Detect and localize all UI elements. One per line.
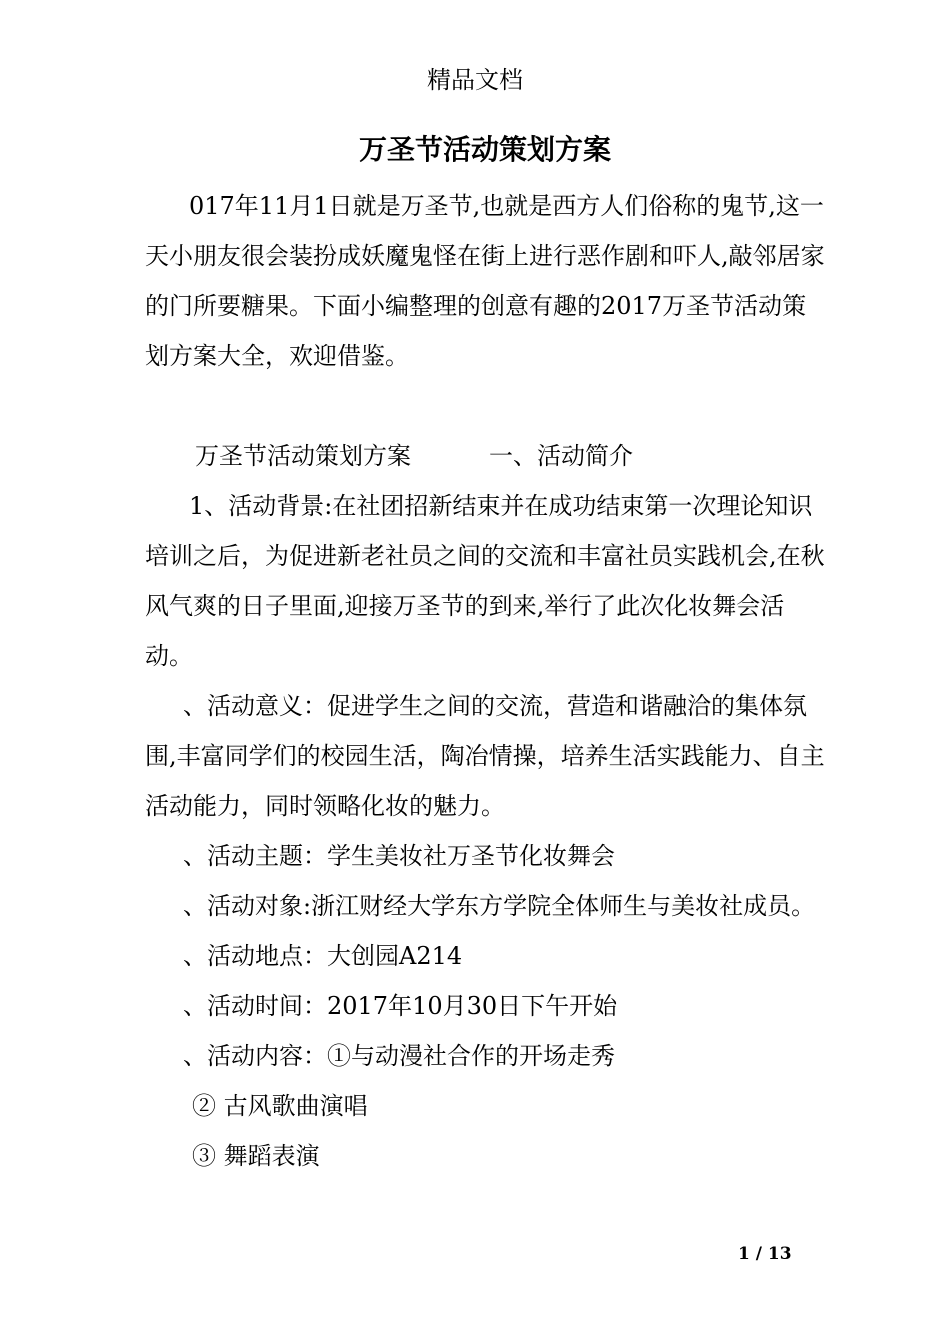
page-header: 精品文档 bbox=[427, 66, 523, 94]
activity-audience: 、活动对象:浙江财经大学东方学院全体师生与美妆社成员。 bbox=[183, 892, 816, 920]
content-item-2: ② 古风歌曲演唱 bbox=[192, 1092, 368, 1120]
page-number: 1 / 13 bbox=[738, 1244, 792, 1264]
section-heading-right: 一、活动简介 bbox=[489, 442, 633, 470]
activity-time: 、活动时间：2017年10月30日下午开始 bbox=[183, 992, 618, 1020]
content-item-3: ③ 舞蹈表演 bbox=[192, 1142, 320, 1170]
activity-significance: 、活动意义：促进学生之间的交流，营造和谐融洽的集体氛围,丰富同学们的校园生活，陶冶情操，培养生活实践能力、自主活动能力，同时领略化妆的魅力。 bbox=[145, 692, 825, 820]
activity-location: 、活动地点：大创园A214 bbox=[183, 942, 463, 970]
document-title: 万圣节活动策划方案 bbox=[358, 133, 611, 166]
document-body bbox=[145, 181, 825, 1181]
activity-content: 、活动内容：①与动漫社合作的开场走秀 bbox=[183, 1042, 615, 1070]
activity-background: 1、活动背景:在社团招新结束并在成功结束第一次理论知识培训之后，为促进新老社员之间的交流和丰富社员实践机会,在秋风气爽的日子里面,迎接万圣节的到来,举行了此次化妆舞会活动。 bbox=[145, 492, 825, 670]
intro-paragraph: 017年11月1日就是万圣节,也就是西方人们俗称的鬼节,这一天小朋友很会装扮成妖魔鬼怪在街上进行恶作剧和吓人,敲邻居家的门所要糖果。下面小编整理的创意有趣的2017万圣节活动策划方案大全，欢迎借鉴。 bbox=[145, 192, 825, 370]
paragraph-gap bbox=[145, 381, 825, 431]
activity-theme: 、活动主题：学生美妆社万圣节化妆舞会 bbox=[183, 842, 615, 870]
section-heading-line bbox=[145, 431, 825, 481]
section-heading-left: 万圣节活动策划方案 bbox=[195, 442, 411, 470]
